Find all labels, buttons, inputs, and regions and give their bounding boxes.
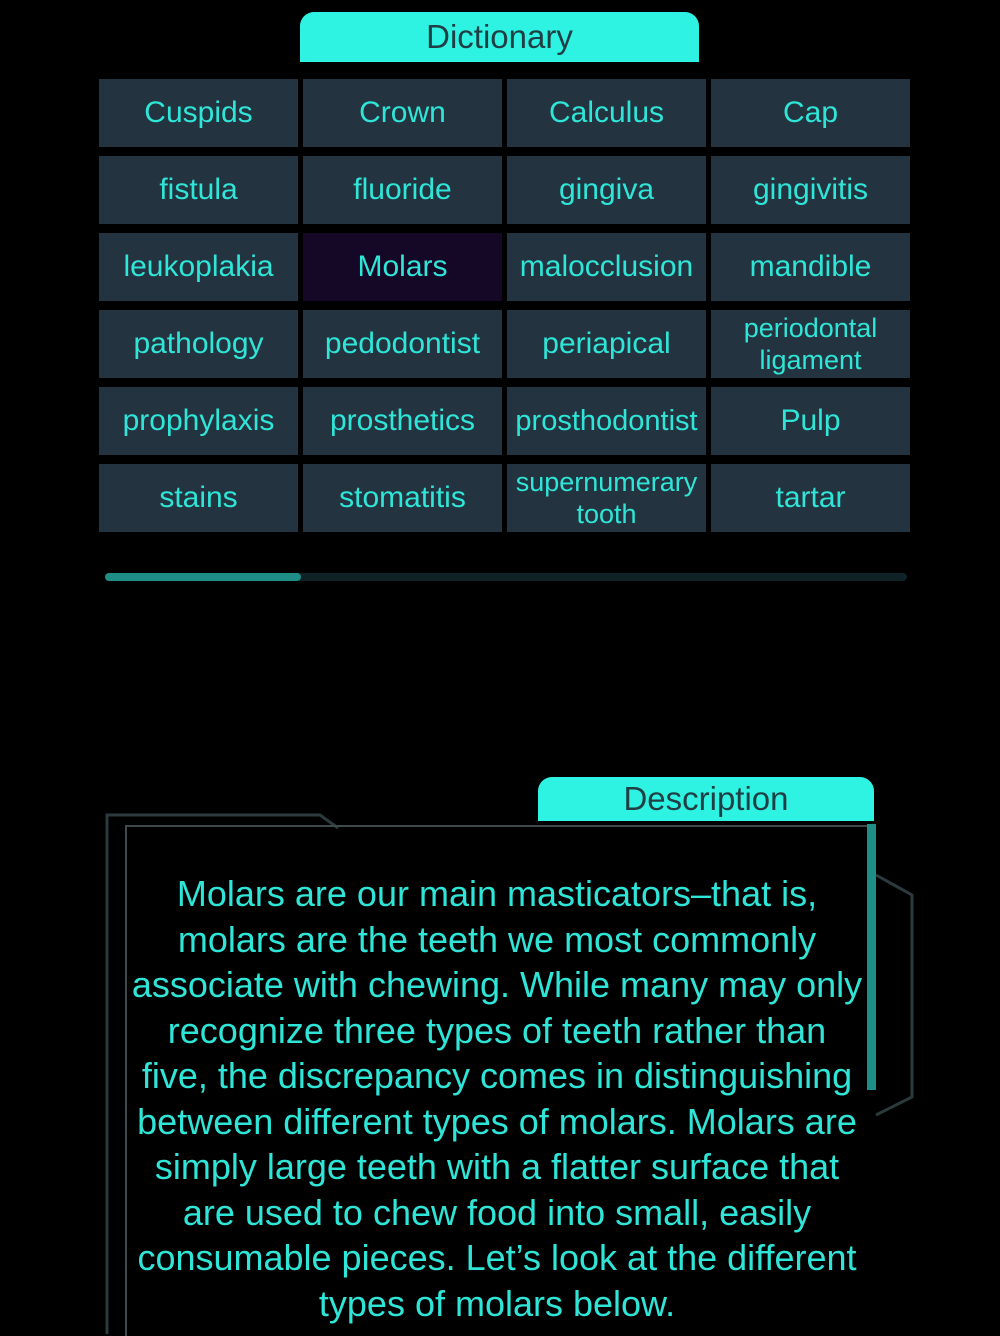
term-cell-selected[interactable]: Molars	[303, 233, 502, 301]
term-cell[interactable]: leukoplakia	[99, 233, 298, 301]
description-text: Molars are our main masticators–that is, molars are the teeth we most commonly associate with chewing. While many may only recognize three types of teeth rather than five, the discrepancy comes in distinguishing between different types of molars. Molars are simply large teeth with a flatter surface that are used to chew food into small, easily consumable pieces. Let’s look at the different types of molars below.	[131, 873, 863, 1324]
term-cell[interactable]: Cap	[711, 79, 910, 147]
term-cell[interactable]: prosthodontist	[507, 387, 706, 455]
term-cell[interactable]: periapical	[507, 310, 706, 378]
term-cell[interactable]: malocclusion	[507, 233, 706, 301]
term-cell[interactable]: tartar	[711, 464, 910, 532]
term-cell[interactable]: stomatitis	[303, 464, 502, 532]
term-cell[interactable]: fluoride	[303, 156, 502, 224]
description-scroll-thumb[interactable]	[867, 824, 876, 1090]
description-tab	[538, 777, 874, 821]
term-cell[interactable]: stains	[99, 464, 298, 532]
term-cell[interactable]: Pulp	[711, 387, 910, 455]
term-cell[interactable]: supernumerary tooth	[507, 464, 706, 532]
term-cell[interactable]: gingivitis	[711, 156, 910, 224]
term-cell[interactable]: Cuspids	[99, 79, 298, 147]
dictionary-title: Dictionary	[426, 18, 573, 55]
term-cell[interactable]: mandible	[711, 233, 910, 301]
term-cell[interactable]: prosthetics	[303, 387, 502, 455]
term-cell[interactable]: fistula	[99, 156, 298, 224]
term-cell[interactable]: pathology	[99, 310, 298, 378]
term-cell[interactable]: prophylaxis	[99, 387, 298, 455]
term-cell[interactable]: Calculus	[507, 79, 706, 147]
term-cell[interactable]: pedodontist	[303, 310, 502, 378]
term-cell[interactable]: gingiva	[507, 156, 706, 224]
term-cell[interactable]: periodontal ligament	[711, 310, 910, 378]
description-panel[interactable]	[125, 825, 869, 1336]
description-title: Description	[623, 780, 789, 817]
term-cell[interactable]: Crown	[303, 79, 502, 147]
